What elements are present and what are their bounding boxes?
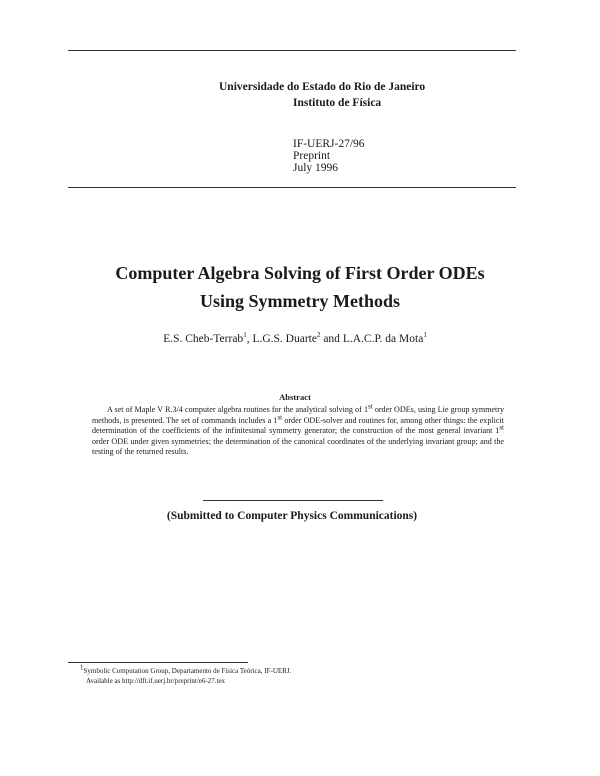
author-separator: and [320, 333, 343, 345]
author-name: L.G.S. Duarte [252, 333, 317, 345]
affiliation-mark: 1 [243, 331, 247, 340]
top-rule [68, 50, 516, 51]
university-name: Universidade do Estado do Rio de Janeiro [219, 81, 426, 93]
footnote-text: Symbolic Computation Group, Departamento de Física Teórica, IF-UERJ. [83, 667, 292, 675]
affiliation-mark: 2 [316, 331, 321, 340]
author-name: L.A.C.P. da Mota [342, 333, 424, 345]
ordinal-suffix: st [368, 402, 373, 411]
ordinal-suffix: st [499, 423, 504, 432]
footnote-url: Available as http://dft.if.uerj.br/preprint/e6-27.tex [86, 677, 226, 685]
abstract-heading: Abstract [279, 392, 311, 402]
abstract-text: order ODE under given symmetries; the determination of the canonical coordinates of the underlying invariant group; and the testing of the returned results. [92, 436, 504, 457]
author-list [0, 333, 590, 345]
abstract-body [92, 402, 504, 458]
submission-note: (Submitted to Computer Physics Communications) [166, 510, 418, 522]
ordinal-suffix: st [277, 412, 283, 421]
abstract-text: A set of Maple V R.3/4 computer algebra routines for the analytical solving of 1 [107, 405, 368, 414]
abstract-text: order ODE-solver and routines for, among other things: the explicit determination of the coefficients of the infinitesimal symmetry generator; the construction of the most general invariant 1 [92, 415, 504, 436]
footnote-mark: 1 [80, 663, 84, 672]
footnote-line [80, 663, 292, 676]
paper-title-line-1: Computer Algebra Solving of First Order ODEs [115, 263, 485, 283]
affiliation-mark: 1 [423, 331, 427, 340]
author-separator: , [246, 333, 253, 345]
footnote [80, 663, 292, 686]
footnote-rule [68, 662, 248, 663]
separator-rule [203, 500, 383, 501]
report-type: Preprint [293, 150, 331, 162]
author-name: E.S. Cheb-Terrab [163, 333, 244, 345]
header-bottom-rule [68, 187, 516, 188]
report-number: IF-UERJ-27/96 [293, 138, 365, 150]
abstract-text: order ODEs, using Lie group symmetry methods, is presented. The set of commands includes a 1 [92, 405, 504, 425]
institute-name: Instituto de Física [293, 97, 382, 109]
report-date: July 1996 [293, 162, 339, 174]
paper-title-line-2: Using Symmetry Methods [200, 291, 400, 311]
